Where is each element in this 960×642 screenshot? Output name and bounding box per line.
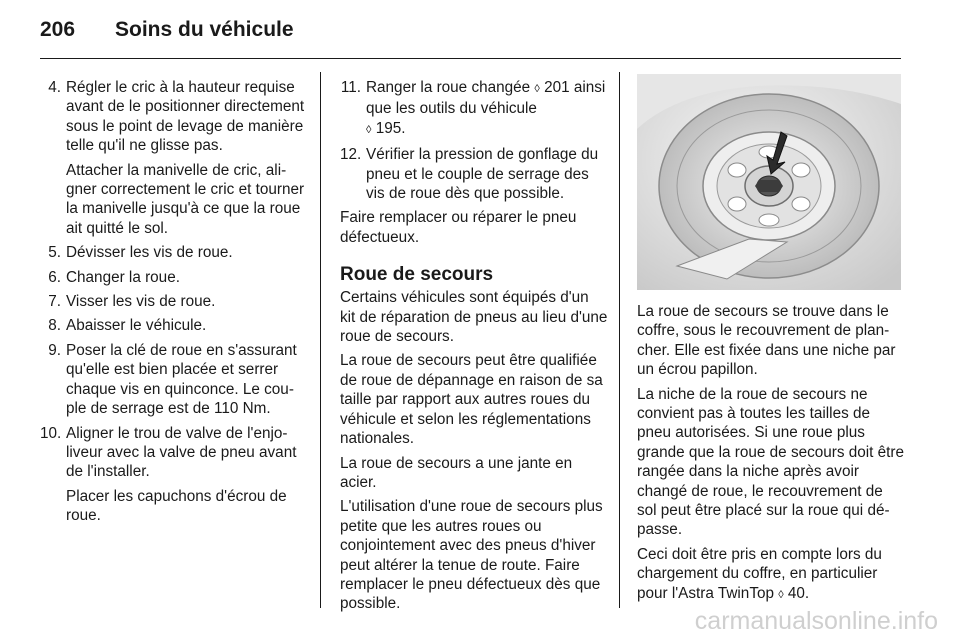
step-number: 5.: [48, 244, 61, 262]
step-text: [366, 78, 608, 140]
step-number: 6.: [48, 268, 61, 286]
step-item: [40, 292, 308, 311]
step-text-part: Ranger la roue changée: [366, 79, 531, 96]
page-ref-icon: ◊: [534, 83, 540, 95]
paragraph: [637, 545, 905, 605]
paragraph: Faire remplacer ou réparer le pneu défectueux.: [340, 209, 577, 246]
paragraph: Certains véhicules sont équipés d'un kit de réparation de pneus au lieu d'une roue de secours.: [340, 289, 608, 346]
page-ref-link[interactable]: 40.: [787, 584, 810, 602]
step-text: Dévisser les vis de roue.: [66, 244, 233, 262]
step-text: Changer la roue.: [66, 268, 180, 286]
column-3: [637, 74, 905, 610]
header-rule: [40, 58, 901, 59]
spare-wheel-drawing: [637, 74, 901, 290]
section-heading: Roue de secours: [340, 264, 494, 286]
step-number: 7.: [48, 293, 61, 311]
step-text-part: ainsi que les outils du véhicule: [366, 79, 606, 118]
step-number: 11.: [340, 79, 361, 96]
step-item: [340, 145, 608, 203]
step-item: [40, 268, 308, 287]
column-1: [40, 78, 308, 531]
step-text: Visser les vis de roue.: [66, 293, 216, 311]
paragraph: La roue de secours se trouve dans le coffre, sous le recouvrement de plancher. Elle est fixée dans une niche par un écrou papillon.: [637, 303, 896, 379]
paragraph-text: Ceci doit être pris en compte lors du chargement du coffre, en particulier pour l'Astra TwinTop: [637, 545, 882, 602]
column-divider-1: [320, 72, 321, 608]
step-text: Aligner le trou de valve de l'enjoliveur avec la valve de pneu avant de l'installer.: [66, 424, 297, 481]
paragraph: La roue de secours peut être qualifiée de roue de dépannage en raison de sa taille par rapport aux autres roues du véhicule et selon les réglementations nationales.: [340, 352, 603, 448]
step-item: [40, 243, 308, 262]
step-item: [40, 341, 308, 419]
page-ref-link[interactable]: 201: [544, 79, 570, 96]
page-ref-link[interactable]: 195.: [375, 119, 406, 137]
step-number: 8.: [48, 317, 61, 335]
step-number: 4.: [48, 79, 61, 96]
step-item: [40, 424, 308, 526]
step-subtext: Placer les capuchons d'écrou de roue.: [66, 487, 287, 525]
paragraph: La niche de la roue de secours ne convient pas à toutes les tailles de pneu autorisées. Si une roue plus grande que la roue de secours doit être rangée dans la niche après avoir changé de roue, le recouvrement de sol peut être placé sur la roue qui dépasse.: [637, 385, 905, 539]
page-number: 206: [40, 18, 76, 41]
step-number: 9.: [48, 341, 61, 359]
paragraph: L'utilisation d'une roue de secours plus petite que les autres roues ou conjointement avec des pneus d'hiver peut altérer la tenue de route. Faire remplacer le pneu défectueux dès que possible.: [340, 498, 603, 613]
step-text: Régler le cric à la hauteur requise avant de le positionner directement sous le point de levage de manière telle qu'il ne glisse pas.: [66, 79, 305, 155]
page-title: Soins du véhicule: [115, 18, 294, 41]
paragraph: La roue de secours a une jante en acier.: [340, 454, 573, 491]
step-item: [40, 78, 308, 238]
step-item: [40, 316, 308, 335]
column-divider-2: [619, 72, 620, 608]
page-ref-icon: ◊: [778, 588, 784, 601]
step-text: Vérifier la pression de gonflage du pneu et le couple de serrage des vis de roue dès que possible.: [366, 146, 599, 203]
watermark: carmanualsonline.info: [694, 607, 938, 635]
spare-wheel-illustration: [637, 74, 901, 290]
column-2: [340, 78, 608, 619]
step-item: [340, 78, 608, 140]
step-subtext: Attacher la manivelle de cric, aligner correctement le cric et tourner la manivelle jusqu'à ce que la roue ait quitté le sol.: [66, 161, 305, 237]
step-number: 10.: [40, 424, 62, 442]
page-ref-icon: ◊: [366, 123, 372, 136]
step-text: Poser la clé de roue en s'assurant qu'elle est bien placée et serrer chaque vis en quinconce. Le couple de serrage est de 110 Nm.: [66, 341, 297, 418]
step-text: Abaisser le véhicule.: [66, 317, 207, 335]
step-number: 12.: [340, 146, 362, 164]
